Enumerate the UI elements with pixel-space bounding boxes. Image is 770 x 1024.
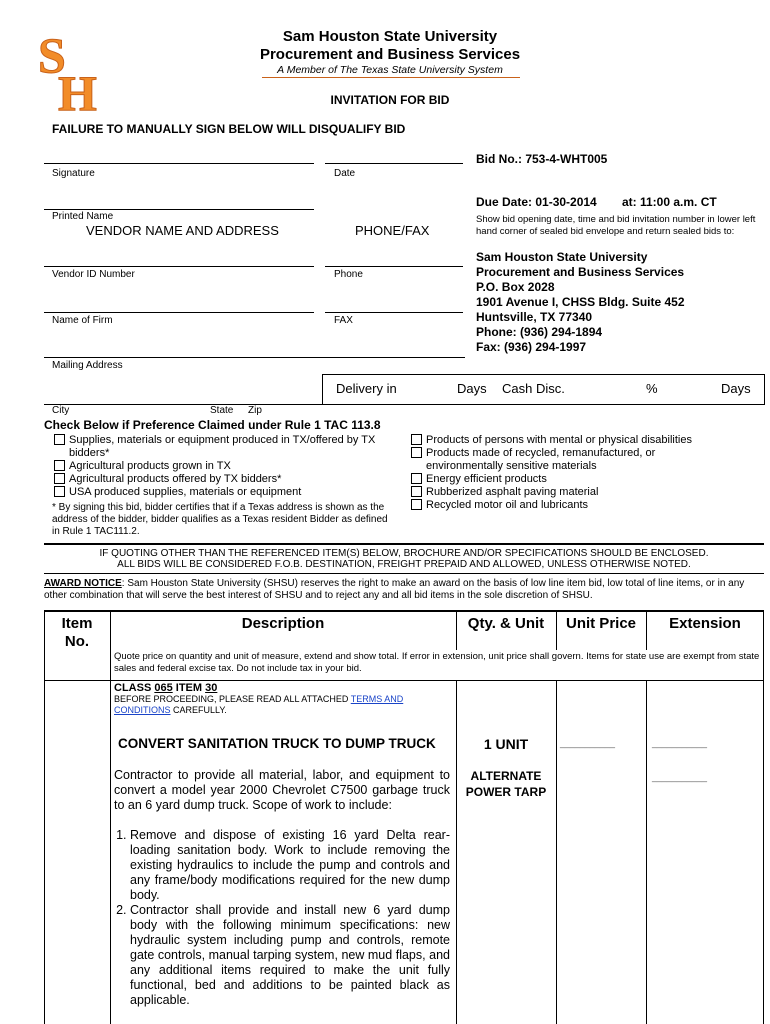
phone-label: Phone (334, 269, 363, 280)
preference-option[interactable]: Rubberized asphalt paving material (411, 486, 711, 499)
checkbox[interactable] (54, 473, 65, 484)
return-address (476, 250, 685, 355)
preference-option[interactable]: Products made of recycled, remanufactured, or environmentally sensitive materials (411, 447, 711, 473)
quote-instructions: Quote price on quantity and unit of measure, extend and show total. If error in extension, unit price shall govern. Items for state use are exempt from state sales and federal excise tax. Do not include tax in your bid. (114, 651, 760, 674)
due-time: at: 11:00 a.m. CT (622, 195, 717, 209)
return-address-line: 1901 Avenue I, CHSS Bldg. Suite 452 (476, 295, 685, 309)
alternate-power-tarp: ALTERNATE POWER TARP (465, 769, 547, 799)
fax-label: FAX (334, 315, 353, 326)
cash-disc-label: Cash Disc. (502, 381, 565, 396)
preference-right-list (411, 434, 711, 512)
preference-option[interactable]: Agricultural products grown in TX (54, 460, 394, 473)
preference-option[interactable]: Products of persons with mental or physical disabilities (411, 434, 711, 447)
mailing-address-label: Mailing Address (52, 360, 123, 371)
return-address-line: P.O. Box 2028 (476, 280, 555, 294)
unit-price-header: Unit Price (565, 615, 637, 632)
preference-option[interactable]: Recycled motor oil and lubricants (411, 499, 711, 512)
shsu-logo (36, 30, 114, 112)
member-line: A Member of The Texas State University System (277, 64, 503, 76)
preference-option[interactable]: Agricultural products offered by TX bidders* (54, 473, 394, 486)
zip-label: Zip (248, 405, 262, 416)
header-divider (262, 77, 520, 78)
vendor-id-label: Vendor ID Number (52, 269, 135, 280)
preference-option[interactable]: Energy efficient products (411, 473, 711, 486)
return-address-line: Huntsville, TX 77340 (476, 310, 593, 324)
university-name: Sam Houston State University (282, 28, 498, 45)
quoting-notice: IF QUOTING OTHER THAN THE REFERENCED ITEM(S) BELOW, BROCHURE AND/OR SPECIFICATIONS SHOULD BE ENCLOSED. ALL BIDS WILL BE CONSIDERED F.O.B. DESTINATION, FREIGHT PREPAID AND ALLOWED, UNLESS OTHERWISE NOTED. (99, 548, 709, 570)
unit-price-blank[interactable]: ___________ (560, 738, 616, 748)
award-notice: AWARD NOTICE: Sam Houston State University (SHSU) reserves the right to make an award on the basis of low line item bid, low total of line items, or in any other combination that will serve the best interest of SHSU and to reject any and all bid items in the sole discretion of SHSU. (44, 578, 745, 601)
svg-text:S: S (38, 30, 66, 83)
extension-header: Extension (669, 615, 741, 632)
terms-notice: BEFORE PROCEEDING, PLEASE READ ALL ATTACHED TERMS AND CONDITIONS CAREFULLY. (114, 694, 404, 715)
checkbox[interactable] (411, 447, 422, 458)
scope-step: 2. Contractor shall provide and install new 6 yard dump body with the following minimum specifications: new hydraulic system including pump and controls, remote gate controls, manual tarping system, new mud flaps, and any additional items required to make the unit fully functional, bed and additions to be painted black as applicable. (130, 903, 450, 1008)
checkbox[interactable] (411, 434, 422, 445)
vendor-name-address-heading: VENDOR NAME AND ADDRESS (86, 223, 279, 238)
item-no-header: Item No. (61, 615, 93, 650)
preference-option[interactable]: Supplies, materials or equipment produced in TX/offered by TX bidders* (54, 434, 394, 460)
checkbox[interactable] (411, 473, 422, 484)
return-instructions: Show bid opening date, time and bid invitation number in lower left hand corner of sealed bid envelope and return sealed bids to: (476, 214, 756, 237)
scope-of-work: Contractor to provide all material, labor, and equipment to convert a model year 2000 Chevrolet C7500 garbage truck to an 6 yard dump truck. Scope of work to include: (114, 768, 450, 812)
texas-bidder-footnote: * By signing this bid, bidder certifies that if a Texas address is shown as the address of the bidder, bidder qualifies as a Texas resident Bidder as defined in Rule 1 TAC111.2. (52, 502, 388, 537)
svg-text:H: H (58, 65, 97, 112)
scope-steps (114, 828, 450, 1008)
description-header: Description (241, 615, 325, 632)
name-of-firm-label: Name of Firm (52, 315, 113, 326)
department-name: Procurement and Business Services (259, 46, 521, 63)
state-label: State (210, 405, 234, 416)
checkbox[interactable] (54, 434, 65, 445)
preference-left-list (54, 434, 394, 499)
preference-title: Check Below if Preference Claimed under Rule 1 TAC 113.8 (44, 418, 381, 432)
doc-title: INVITATION FOR BID (330, 93, 450, 107)
signature-warning: FAILURE TO MANUALLY SIGN BELOW WILL DISQUALIFY BID (52, 122, 406, 136)
alternate-extension-blank[interactable]: ___________ (652, 772, 708, 782)
disc-days-label: Days (721, 381, 751, 396)
due-date: Due Date: 01-30-2014 (476, 195, 597, 209)
checkbox[interactable] (54, 460, 65, 471)
return-address-line: Phone: (936) 294-1894 (476, 325, 603, 339)
city-label: City (52, 405, 70, 416)
printed-name-label: Printed Name (52, 211, 114, 222)
qty-unit-header: Qty. & Unit (467, 615, 545, 632)
class-item-line: CLASS 065 ITEM 30 (114, 682, 218, 694)
item-title: CONVERT SANITATION TRUCK TO DUMP TRUCK (118, 736, 436, 751)
checkbox[interactable] (411, 486, 422, 497)
bid-number: Bid No.: 753-4-WHT005 (476, 152, 608, 166)
return-address-line: Procurement and Business Services (476, 265, 685, 279)
phone-fax-heading: PHONE/FAX (355, 223, 430, 238)
checkbox[interactable] (54, 486, 65, 497)
extension-blank[interactable]: ___________ (652, 738, 708, 748)
scope-step: 1. Remove and dispose of existing 16 yard Delta rear-loading sanitation body. Work to include removing the existing hydraulics to include the pump and controls and any frame/body modifications required for the new dump body. (130, 828, 450, 903)
return-address-line: Sam Houston State University (476, 250, 648, 264)
delivery-days-label: Days (457, 381, 487, 396)
return-address-line: Fax: (936) 294-1997 (476, 340, 587, 354)
checkbox[interactable] (411, 499, 422, 510)
terms-and-conditions-link[interactable]: TERMS AND CONDITIONS (114, 694, 404, 715)
date-label: Date (334, 168, 356, 179)
signature-label: Signature (52, 168, 95, 179)
item-quantity: 1 UNIT (483, 736, 529, 752)
delivery-in-label: Delivery in (336, 381, 397, 396)
preference-option[interactable]: USA produced supplies, materials or equipment (54, 486, 394, 499)
percent-label: % (646, 381, 658, 396)
